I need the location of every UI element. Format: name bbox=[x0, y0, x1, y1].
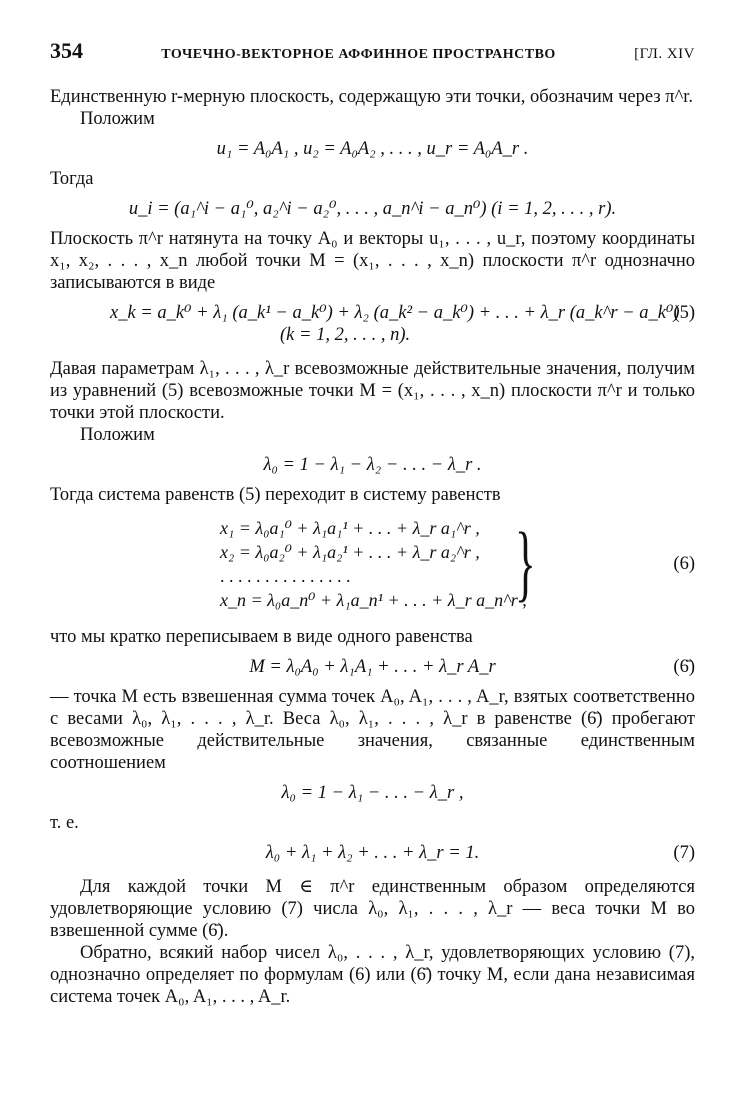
formula: λ₀ = 1 − λ₁ − λ₂ − . . . − λ_r . bbox=[263, 455, 482, 475]
paragraph: Единственную r-мерную плоскость, содержащую эти точки, обозначим через π^r. bbox=[50, 87, 694, 107]
paragraph: Плоскость π^r натянута на точку A₀ и векторы u₁, . . . , u_r, поэтому координаты x₁, x₂, . . . , x_n любой точки M = (x₁, . . . , x_n) плоскости π^r однозначно записываются в виде bbox=[50, 229, 695, 293]
paragraph: Положим bbox=[80, 425, 155, 445]
paragraph: Для каждой точки M ∈ π^r единственным образом определяются удовлетворяющие условию (7) числа λ₀, λ₁, . . . , λ_r — веса точки M во взвешенной сумме (6̄). bbox=[50, 877, 695, 941]
equation-number: (5) bbox=[673, 303, 695, 323]
system-line: x₂ = λ₀a₂⁰ + λ₁a₂¹ + . . . + λ_r a₂^r , bbox=[220, 542, 480, 562]
chapter-label: [ГЛ. XIV bbox=[634, 46, 695, 62]
equation-system-6 bbox=[50, 516, 695, 616]
page-number: 354 bbox=[50, 38, 83, 63]
paragraph: Обратно, всякий набор чисел λ₀, . . . , λ_r, удовлетворяющих условию (7), однозначно определяет по формулам (6) или (6̄) точку M, если дана независимая система точек A₀, A₁, . . . , A_r. bbox=[50, 943, 695, 1007]
equation-number: (6̄) bbox=[673, 657, 695, 677]
equation-5 bbox=[50, 302, 695, 346]
running-title: ТОЧЕЧНО-ВЕКТОРНОЕ АФФИННОЕ ПРОСТРАНСТВО bbox=[161, 47, 556, 62]
formula: M = λ₀A₀ + λ₁A₁ + . . . + λ_r A_r bbox=[249, 657, 496, 677]
right-brace: } bbox=[515, 514, 536, 610]
equation-number: (7) bbox=[673, 843, 695, 863]
system-dots: . . . . . . . . . . . . . . . bbox=[220, 566, 351, 586]
formula: u₁ = A₀A₁ , u₂ = A₀A₂ , . . . , u_r = A₀A_r . bbox=[216, 139, 529, 159]
paragraph: — точка M есть взвешенная сумма точек A₀, A₁, . . . , A_r, взятых соответственно с весами λ₀, λ₁, . . . , λ_r. Веса λ₀, λ₁, . . . , λ_r в равенстве (6̄) пробегают всевозможные действительные значения, связанные единственным соотношением bbox=[50, 687, 695, 773]
equation-7 bbox=[50, 842, 695, 864]
equation-6bar bbox=[50, 656, 695, 678]
paragraph: Давая параметрам λ₁, . . . , λ_r всевозможные действительные значения, получим из уравнений (5) всевозможные точки M = (x₁, . . . , x_n) плоскости π^r и только точки этой плоскости. bbox=[50, 359, 695, 423]
formula: λ₀ = 1 − λ₁ − . . . − λ_r , bbox=[281, 783, 464, 803]
paragraph: Положим bbox=[80, 109, 155, 129]
system-line: x₁ = λ₀a₁⁰ + λ₁a₁¹ + . . . + λ_r a₁^r , bbox=[220, 518, 480, 538]
paragraph: т. е. bbox=[50, 813, 79, 833]
paragraph: Тогда bbox=[50, 169, 94, 189]
equation-number: (6) bbox=[673, 554, 695, 574]
formula: u_i = (a₁^i − a₁⁰, a₂^i − a₂⁰, . . . , a_n^i − a_n⁰) (i = 1, 2, . . . , r). bbox=[128, 199, 617, 219]
paragraph: Тогда система равенств (5) переходит в систему равенств bbox=[50, 485, 501, 505]
paragraph: что мы кратко переписываем в виде одного равенства bbox=[50, 627, 473, 647]
formula: λ₀ + λ₁ + λ₂ + . . . + λ_r = 1. bbox=[265, 843, 480, 863]
formula-condition: (k = 1, 2, . . . , n). bbox=[280, 325, 411, 345]
system-line: x_n = λ₀a_n⁰ + λ₁a_n¹ + . . . + λ_r a_n^r , bbox=[220, 590, 527, 610]
page-header bbox=[50, 38, 695, 64]
formula: x_k = a_k⁰ + λ₁ (a_k¹ − a_k⁰) + λ₂ (a_k² − a_k⁰) + . . . + λ_r (a_k^r − a_k⁰) bbox=[110, 303, 680, 323]
